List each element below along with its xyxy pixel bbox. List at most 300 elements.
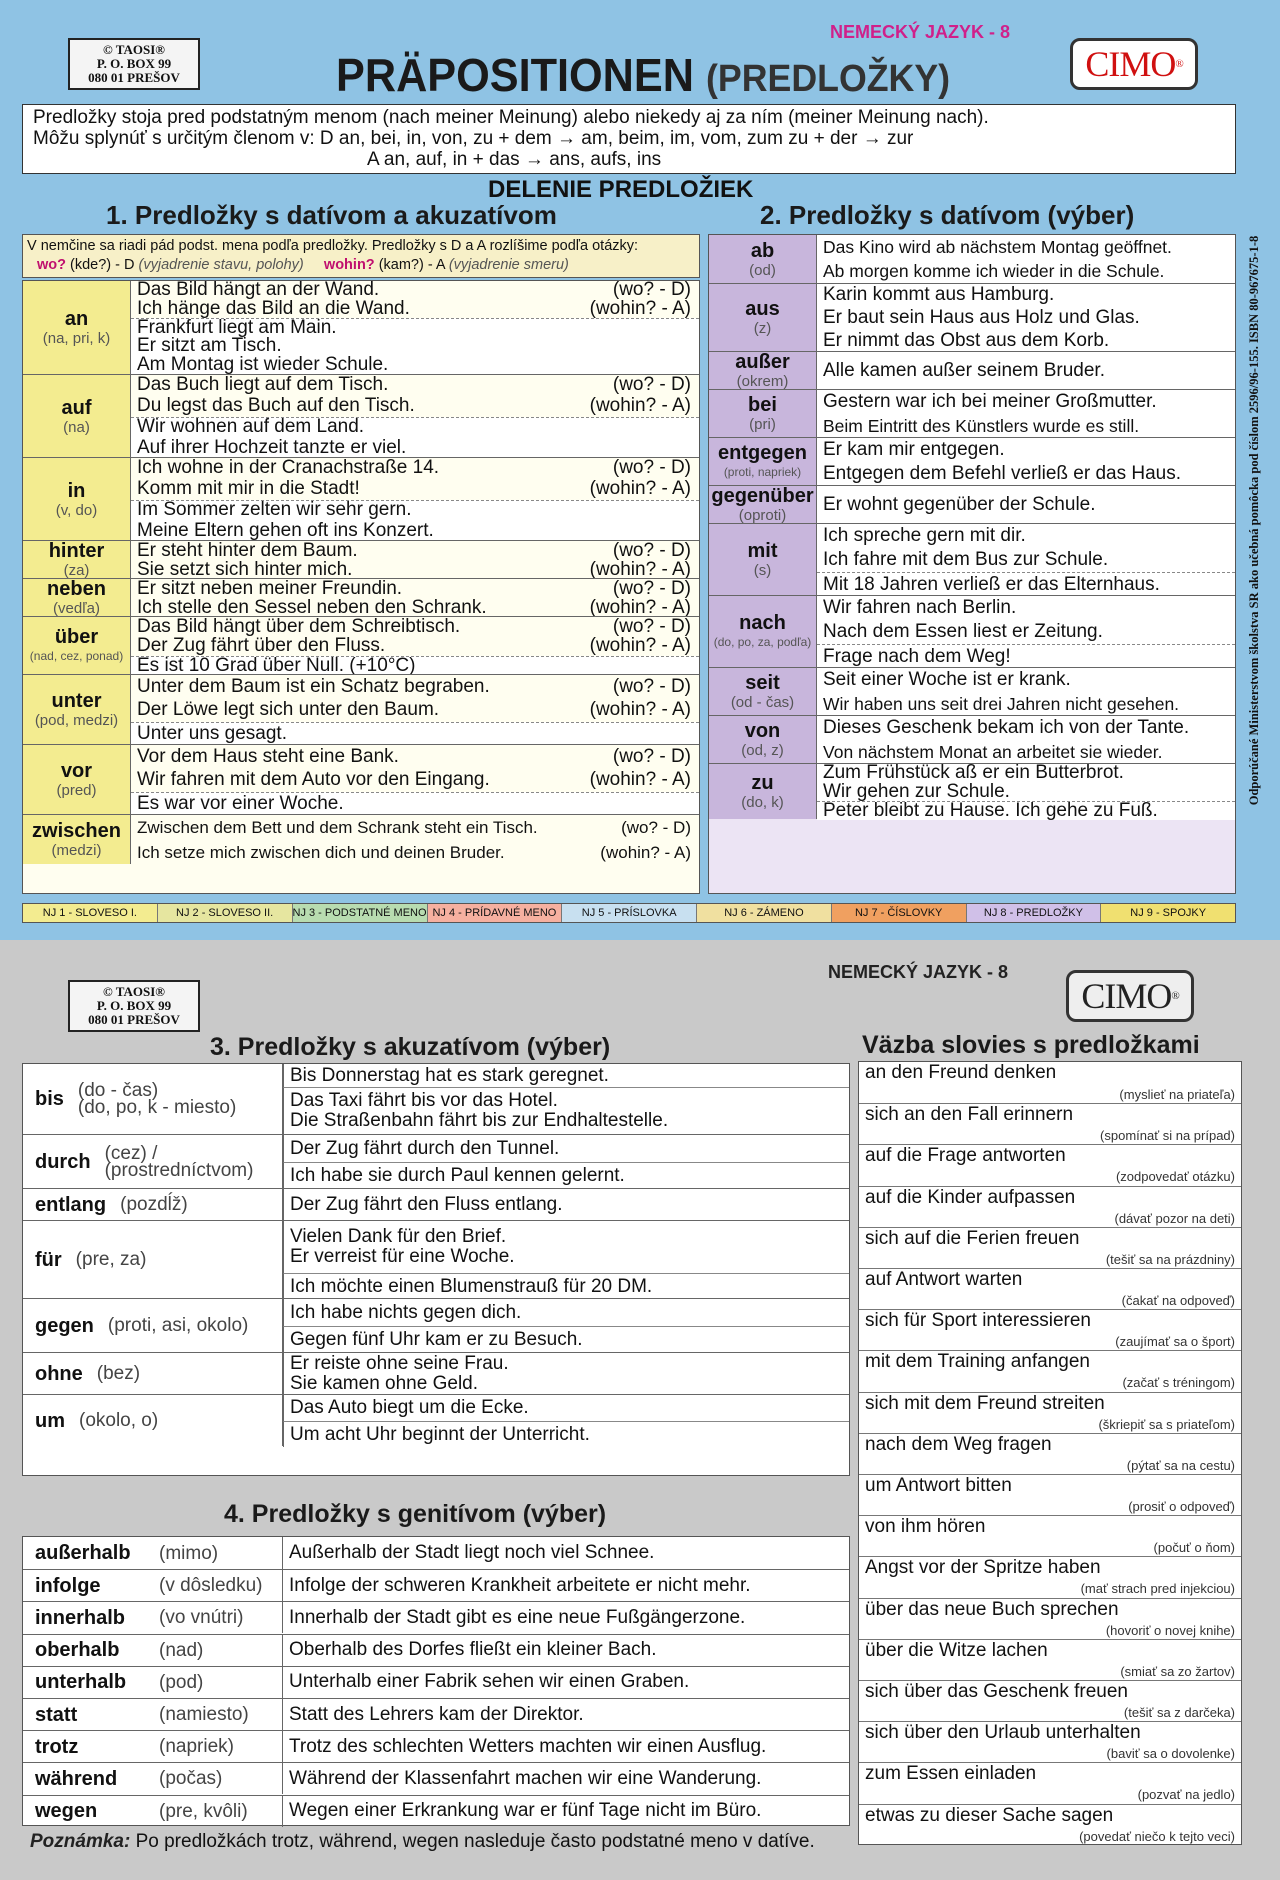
example-text: Entgegen dem Befehl verließ er das Haus. — [823, 463, 1182, 484]
title-sub: (PREDLOŽKY) — [705, 58, 951, 100]
verb-phrase-item — [859, 1186, 1241, 1227]
preposition-word: innerhalb — [35, 1606, 126, 1629]
example-sentence — [131, 520, 699, 541]
verb-phrase: auf die Frage antworten — [865, 1145, 1066, 1167]
preposition-word: in — [67, 479, 86, 502]
example-sentence — [817, 462, 1235, 486]
case-question: (wohin? - A) — [589, 299, 691, 319]
preposition-translation: (okolo, o) — [79, 1410, 159, 1431]
example-text: Er baut sein Haus aus Holz und Glas. — [823, 306, 1140, 328]
verb-phrase-translation: (hovoriť o novej knihe) — [1105, 1622, 1235, 1638]
verb-phrase-item — [859, 1804, 1241, 1845]
example-text: Von nächstem Monat an arbeitet sie wieder. — [823, 742, 1163, 762]
example-sentence — [131, 458, 699, 479]
preposition-translation: (do, k) — [741, 794, 784, 811]
table-row — [709, 667, 1235, 715]
publisher-line: P. O. BOX 99 — [96, 998, 172, 1013]
logo-text: CIMO — [1085, 44, 1176, 84]
example-text: Bis Donnerstag hat es stark geregnet. — [290, 1064, 609, 1086]
preposition-cell — [23, 579, 131, 616]
preposition-word: bis — [35, 1088, 64, 1110]
example-text: Ich möchte einen Blumenstrauß für 20 DM. — [290, 1275, 653, 1297]
verb-phrase: zum Essen einladen — [865, 1763, 1037, 1785]
example-sentence — [283, 1135, 849, 1162]
example-text: Das Bild hängt über dem Schreibtisch. — [137, 617, 461, 637]
example-text: Alle kamen außer seinem Bruder. — [823, 360, 1105, 381]
case-question: (wo? - D) — [612, 745, 691, 767]
hint-wo-italic: (vyjadrenie stavu, polohy) — [138, 257, 304, 273]
example-text: Ich setze mich zwischen dich und deinen Bruder. — [137, 842, 505, 862]
example-text: Ich hänge das Bild an die Wand. — [137, 299, 410, 319]
preposition-cell — [23, 1221, 283, 1298]
legend-item: NJ 9 - SPOJKY — [1101, 904, 1235, 922]
table-row — [709, 523, 1235, 595]
intro-line: Predložky stoja pred podstatným menom (nach meiner Meinung) alebo niekedy aj za ním (meiner Meinung nach). — [33, 107, 989, 128]
preposition-translation: (pod) — [159, 1671, 204, 1693]
title-main: PRÄPOSITIONEN — [336, 49, 694, 101]
verb-phrase: sich über das Geschenk freuen — [865, 1681, 1128, 1702]
legend-item: NJ 1 - SLOVESO I. — [23, 904, 158, 922]
example-sentence — [283, 1221, 849, 1273]
example-text: Meine Eltern gehen oft ins Konzert. — [137, 520, 434, 541]
example-sentence — [283, 1731, 849, 1762]
preposition-word: unter — [51, 690, 102, 712]
example-sentence — [131, 792, 699, 815]
preposition-cell — [23, 1763, 283, 1794]
preposition-word: ab — [750, 239, 775, 262]
page-title — [336, 48, 950, 102]
preposition-word: auf — [61, 396, 92, 419]
preposition-word: an — [64, 308, 89, 330]
example-sentence — [817, 801, 1235, 820]
preposition-cell — [23, 1796, 283, 1827]
preposition-cell — [23, 1064, 283, 1134]
series-legend — [22, 903, 1236, 923]
example-sentence — [283, 1299, 849, 1326]
case-question: (wohin? - A) — [589, 395, 691, 417]
preposition-cell — [23, 281, 131, 374]
example-sentence — [131, 500, 699, 521]
verb-phrase-item — [859, 1062, 1241, 1103]
example-text: Peter bleibt zu Hause. Ich gehe zu Fuß. — [823, 801, 1158, 820]
approval-text-line: Odporúčané Ministerstvom školstva SR ako učebná pomôcka pod číslom 2596/96-155. ISBN 80-967675-1-8 — [1247, 235, 1262, 805]
example-text: Er nimmt das Obst aus dem Korb. — [823, 329, 1110, 351]
table-row — [23, 616, 699, 674]
table-row — [709, 715, 1235, 763]
example-sentence — [131, 579, 699, 598]
example-text: Ich spreche gern mit dir. — [823, 525, 1026, 546]
example-text: Das Bild hängt an der Wand. — [137, 281, 380, 300]
example-sentence — [283, 1699, 849, 1730]
example-text: Komm mit mir in die Stadt! — [137, 478, 360, 500]
preposition-cell — [709, 524, 817, 595]
example-sentence — [283, 1395, 849, 1421]
example-sentence — [131, 437, 699, 458]
preposition-cell — [23, 1667, 283, 1698]
verb-phrase: nach dem Weg fragen — [865, 1433, 1052, 1455]
table-row — [23, 674, 699, 744]
example-sentence — [131, 722, 699, 745]
series-label: NEMECKÝ JAZYK - 8 — [830, 22, 1011, 42]
preposition-translation: (do - čas) (do, po, k - miesto) — [77, 1080, 237, 1118]
example-text: Wir wohnen auf dem Land. — [137, 416, 365, 438]
hint-wohin: wohin? — [323, 257, 375, 273]
preposition-translation: (proti, asi, okolo) — [107, 1315, 249, 1336]
case-question: (wo? - D) — [612, 281, 691, 300]
example-sentence — [131, 479, 699, 500]
preposition-translation: (od - čas) — [730, 694, 795, 711]
example-sentence — [817, 644, 1235, 668]
preposition-word: hinter — [48, 540, 105, 562]
preposition-cell — [23, 1135, 283, 1188]
series-label: NEMECKÝ JAZYK - 8 — [828, 962, 1009, 982]
example-sentence — [131, 281, 699, 300]
preposition-cell — [23, 541, 131, 578]
preposition-translation: (na) — [63, 418, 90, 436]
example-text: Seit einer Woche ist er krank. — [823, 669, 1071, 690]
table-row — [23, 1064, 849, 1134]
preposition-word: neben — [47, 578, 106, 600]
preposition-translation: (od, z) — [741, 742, 784, 759]
table-row — [23, 1352, 849, 1394]
preposition-cell — [709, 764, 817, 819]
example-text: Er sitzt neben meiner Freundin. — [137, 579, 403, 598]
table-row — [23, 1634, 849, 1666]
verb-preposition-list — [858, 1061, 1242, 1845]
example-text: Wir fahren nach Berlin. — [823, 597, 1017, 618]
example-sentence — [283, 1796, 849, 1827]
publisher-line: © TAOSI® — [103, 984, 165, 999]
example-sentence — [817, 307, 1235, 330]
verb-phrase: auf die Kinder aufpassen — [865, 1186, 1076, 1208]
example-sentence — [817, 716, 1235, 740]
preposition-cell — [709, 390, 817, 437]
preposition-translation: (s) — [753, 562, 772, 579]
preposition-cell — [23, 1189, 283, 1220]
preposition-cell — [709, 716, 817, 763]
example-text: Am Montag ist wieder Schule. — [137, 355, 389, 374]
verb-phrase-item — [859, 1680, 1241, 1721]
logo-text: CIMO — [1081, 976, 1172, 1016]
example-text: Wir fahren mit dem Auto vor den Eingang. — [137, 768, 490, 790]
table-row — [23, 578, 699, 616]
preposition-word: außer — [735, 351, 790, 373]
example-sentence — [817, 692, 1235, 716]
preposition-translation: (pred) — [56, 782, 97, 799]
preposition-translation: (vedľa) — [53, 600, 100, 617]
hint-wohin-italic: (vyjadrenie smeru) — [448, 257, 569, 273]
example-sentence — [817, 414, 1235, 438]
table-row — [709, 437, 1235, 485]
example-text: Ich wohne in der Cranachstraße 14. — [137, 458, 440, 479]
table-row — [23, 1698, 849, 1730]
preposition-cell — [23, 675, 131, 744]
logo-reg: ® — [1175, 58, 1183, 70]
example-sentence — [131, 396, 699, 417]
case-question: (wo? - D) — [612, 675, 691, 697]
preposition-word: von — [744, 720, 781, 742]
example-sentence — [131, 355, 699, 374]
case-question: (wohin? - A) — [589, 636, 691, 656]
preposition-word: zu — [751, 772, 774, 794]
preposition-cell — [23, 375, 131, 457]
example-text: Außerhalb der Stadt liegt noch viel Schnee. — [289, 1542, 655, 1563]
example-sentence — [817, 764, 1235, 783]
example-text: Unter dem Baum ist ein Schatz begraben. — [137, 675, 490, 697]
table-row — [23, 540, 699, 578]
publisher-box — [68, 38, 200, 90]
example-sentence — [817, 486, 1235, 524]
preposition-word: wegen — [35, 1800, 98, 1823]
verb-phrase-item — [859, 1309, 1241, 1350]
publisher-line: © TAOSI® — [103, 42, 165, 57]
preposition-cell — [709, 352, 817, 389]
table-row — [23, 1795, 849, 1827]
preposition-translation: (nad, cez, ponad) — [29, 649, 124, 663]
preposition-word: seit — [745, 672, 780, 694]
example-sentence — [817, 259, 1235, 283]
verb-phrase-item — [859, 1268, 1241, 1309]
legend-item: NJ 5 - PRÍSLOVKA — [562, 904, 697, 922]
cimo-logo — [1070, 38, 1198, 90]
preposition-translation: (od) — [749, 261, 776, 279]
publisher-line: 080 01 PREŠOV — [88, 70, 180, 85]
table-row — [23, 1601, 849, 1633]
table-row — [23, 744, 699, 814]
case-question: (wohin? - A) — [589, 598, 691, 617]
table-row — [23, 281, 699, 374]
intro-line: Môžu splynúť s určitým členom v: D an, bei, in, von, zu + dem → am, beim, im, vom, zum zu + der → zur — [33, 128, 914, 149]
verb-phrase-translation: (zaujímať sa o šport) — [1115, 1334, 1235, 1350]
example-text: Gestern war ich bei meiner Großmutter. — [823, 391, 1157, 412]
verb-phrase-translation: (dávať pozor na deti) — [1114, 1210, 1235, 1226]
cimo-logo — [1066, 970, 1194, 1022]
verb-phrase-translation: (spomínať si na prípad) — [1100, 1128, 1235, 1144]
example-text: Wegen einer Erkrankung war er fünf Tage nicht im Büro. — [289, 1800, 762, 1822]
verb-phrase-translation: (povedať niečo k tejto veci) — [1079, 1828, 1235, 1844]
preposition-cell — [23, 1570, 283, 1601]
example-sentence — [817, 284, 1235, 307]
verb-phrase-translation: (myslieť na priateľa) — [1119, 1087, 1235, 1103]
hint-wo-rest: (kde?) - D — [70, 257, 135, 273]
example-sentence — [283, 1763, 849, 1794]
table-row — [709, 389, 1235, 437]
example-text: Vielen Dank für den Brief. Er verreist für eine Woche. — [290, 1226, 515, 1267]
preposition-translation: (z) — [753, 320, 772, 337]
verb-phrase: um Antwort bitten — [865, 1475, 1012, 1496]
heading-accusative: 3. Predložky s akuzatívom (výber) — [210, 1033, 611, 1061]
preposition-cell — [23, 458, 131, 540]
verb-phrase-item — [859, 1639, 1241, 1680]
example-text: Der Löwe legt sich unter den Baum. — [137, 698, 440, 720]
example-sentence — [817, 548, 1235, 572]
verb-phrase-item — [859, 1433, 1241, 1474]
example-text: Im Sommer zelten wir sehr gern. — [137, 499, 412, 521]
example-sentence — [131, 745, 699, 768]
preposition-word: infolge — [35, 1574, 101, 1597]
hint-box — [22, 234, 700, 278]
publisher-line: P. O. BOX 99 — [96, 56, 172, 71]
preposition-word: bei — [748, 394, 777, 416]
case-question: (wohin? - A) — [589, 698, 691, 720]
example-text: Trotz des schlechten Wetters machten wir einen Ausflug. — [289, 1735, 767, 1757]
verb-phrase: sich auf die Ferien freuen — [865, 1227, 1080, 1249]
verb-phrase: sich mit dem Freund streiten — [865, 1392, 1105, 1414]
verb-phrase: über die Witze lachen — [865, 1639, 1048, 1661]
example-sentence — [283, 1667, 849, 1698]
preposition-cell — [23, 1299, 283, 1352]
case-question: (wohin? - A) — [589, 560, 691, 579]
example-sentence — [283, 1273, 849, 1299]
preposition-cell — [23, 1537, 283, 1569]
example-text: Gegen fünf Uhr kam er zu Besuch. — [290, 1329, 583, 1350]
preposition-translation: (oproti) — [738, 507, 787, 524]
example-sentence — [131, 840, 699, 865]
preposition-translation: (proti, napriek) — [723, 465, 802, 479]
table-row — [23, 1569, 849, 1601]
publisher-box — [68, 980, 200, 1032]
example-sentence — [283, 1602, 849, 1633]
table-row — [709, 351, 1235, 389]
legend-item: NJ 8 - PREDLOŽKY — [967, 904, 1102, 922]
heading-dative: 2. Predložky s datívom (výber) — [760, 200, 1135, 230]
example-sentence — [131, 675, 699, 698]
example-text: Du legst das Buch auf den Tisch. — [137, 395, 415, 417]
example-sentence — [817, 620, 1235, 644]
example-text: Wir haben uns seit drei Jahren nicht gesehen. — [823, 694, 1180, 714]
heading-dative-accusative: 1. Predložky s datívom a akuzatívom — [106, 200, 557, 230]
example-text: Der Zug fährt den Fluss entlang. — [290, 1194, 563, 1215]
preposition-cell — [709, 438, 817, 485]
verb-phrase-translation: (zodpovedať otázku) — [1115, 1169, 1235, 1185]
example-sentence — [283, 1064, 849, 1087]
example-text: Das Auto biegt um die Ecke. — [290, 1397, 529, 1418]
example-sentence — [131, 656, 699, 675]
example-text: Das Kino wird ab nächstem Montag geöffnet. — [823, 237, 1172, 257]
verb-phrase-translation: (počuť o ňom) — [1153, 1540, 1235, 1556]
example-text: Unter uns gesagt. — [137, 722, 287, 744]
example-text: Zum Frühstück aß er ein Butterbrot. — [823, 764, 1124, 783]
preposition-translation: (namiesto) — [159, 1704, 249, 1725]
verb-phrase: auf Antwort warten — [865, 1269, 1023, 1290]
hint-wo: wo? — [37, 257, 66, 273]
preposition-word: für — [35, 1248, 62, 1271]
example-sentence — [817, 668, 1235, 692]
example-sentence — [131, 318, 699, 337]
legend-item: NJ 4 - PRÍDAVNÉ MENO — [428, 904, 563, 922]
verb-phrase-translation: (začať s tréningom) — [1122, 1375, 1235, 1391]
table-row — [23, 1134, 849, 1188]
preposition-translation: (mimo) — [159, 1542, 219, 1564]
table-row — [23, 1394, 849, 1446]
preposition-translation: (pozdĺž) — [120, 1194, 188, 1215]
verb-phrase-translation: (mať strach pred injekciou) — [1080, 1581, 1235, 1597]
example-text: Der Zug fährt über den Fluss. — [137, 636, 386, 656]
verb-phrase-translation: (baviť sa o dovolenke) — [1106, 1746, 1235, 1762]
example-text: Er sitzt am Tisch. — [137, 336, 282, 356]
verb-phrase: über das neue Buch sprechen — [865, 1598, 1119, 1620]
verb-phrase-item — [859, 1762, 1241, 1803]
example-sentence — [817, 596, 1235, 620]
example-text: Vor dem Haus steht eine Bank. — [137, 745, 399, 767]
preposition-translation: (bez) — [96, 1363, 141, 1384]
example-sentence — [131, 337, 699, 356]
example-text: Dieses Geschenk bekam ich von der Tante. — [823, 717, 1190, 738]
publisher-line: 080 01 PREŠOV — [88, 1012, 180, 1027]
example-sentence — [131, 560, 699, 579]
preposition-translation: (pre, za) — [75, 1249, 147, 1270]
preposition-cell — [23, 1635, 283, 1666]
preposition-word: durch — [35, 1150, 91, 1173]
table-row — [709, 763, 1235, 819]
example-text: Das Buch liegt auf dem Tisch. — [137, 375, 389, 396]
logo-reg: ® — [1171, 990, 1179, 1002]
verb-phrase: an den Freund denken — [865, 1062, 1057, 1083]
table-row — [709, 485, 1235, 523]
example-text: Unterhalb einer Fabrik sehen wir einen Graben. — [289, 1671, 690, 1693]
verb-phrase: Angst vor der Spritze haben — [865, 1557, 1101, 1579]
verb-phrase-item — [859, 1598, 1241, 1639]
preposition-translation: (medzi) — [51, 842, 102, 859]
preposition-word: um — [35, 1409, 65, 1432]
example-sentence — [817, 352, 1235, 390]
table-row — [23, 1762, 849, 1794]
example-sentence — [131, 768, 699, 791]
example-sentence — [283, 1087, 849, 1134]
preposition-translation: (cez) / (prostredníctvom) — [104, 1142, 254, 1181]
example-text: Sie setzt sich hinter mich. — [137, 560, 353, 579]
preposition-translation: (pod, medzi) — [34, 712, 119, 729]
verb-phrase: sich über den Urlaub unterhalten — [865, 1722, 1141, 1744]
table-row — [23, 1730, 849, 1762]
case-question: (wohin? - A) — [589, 478, 691, 500]
preposition-word: zwischen — [32, 820, 121, 842]
verb-phrase: sich für Sport interessieren — [865, 1310, 1091, 1332]
table-row — [709, 235, 1235, 283]
verb-phrase-translation: (pozvať na jedlo) — [1137, 1787, 1235, 1803]
example-text: Zwischen dem Bett und dem Schrank steht ein Tisch. — [137, 817, 538, 837]
example-sentence — [131, 698, 699, 721]
preposition-word: nach — [739, 612, 786, 634]
verb-phrase-translation: (tešiť sa z darčeka) — [1123, 1705, 1235, 1721]
preposition-translation: (počas) — [159, 1768, 223, 1790]
example-text: Er steht hinter dem Baum. — [137, 541, 358, 560]
intro-box — [22, 104, 1236, 174]
case-question: (wo? - D) — [612, 458, 691, 479]
table-row — [23, 1188, 849, 1220]
preposition-cell — [709, 284, 817, 351]
verb-phrase-translation: (pýtať sa na cestu) — [1126, 1457, 1235, 1473]
preposition-word: gegenüber — [711, 485, 814, 507]
verb-phrase-item — [859, 1515, 1241, 1556]
legend-item: NJ 6 - ZÁMENO — [697, 904, 832, 922]
preposition-translation: (na, pri, k) — [42, 330, 111, 347]
preposition-cell — [23, 1353, 283, 1394]
preposition-word: ohne — [35, 1362, 83, 1385]
example-text: Wir gehen zur Schule. — [823, 782, 1010, 802]
preposition-cell — [709, 596, 817, 667]
legend-item: NJ 3 - PODSTATNÉ MENO — [293, 904, 428, 922]
table-row — [709, 283, 1235, 351]
preposition-translation: (okrem) — [736, 373, 789, 390]
verb-phrase-item — [859, 1350, 1241, 1391]
preposition-translation: (vo vnútri) — [159, 1607, 244, 1629]
legend-item: NJ 7 - ČÍSLOVKY — [832, 904, 967, 922]
note-label: Poznámka: — [30, 1831, 131, 1852]
case-question: (wohin? - A) — [600, 842, 691, 862]
hint-wohin-rest: (kam?) - A — [378, 257, 445, 273]
table-row — [23, 457, 699, 540]
